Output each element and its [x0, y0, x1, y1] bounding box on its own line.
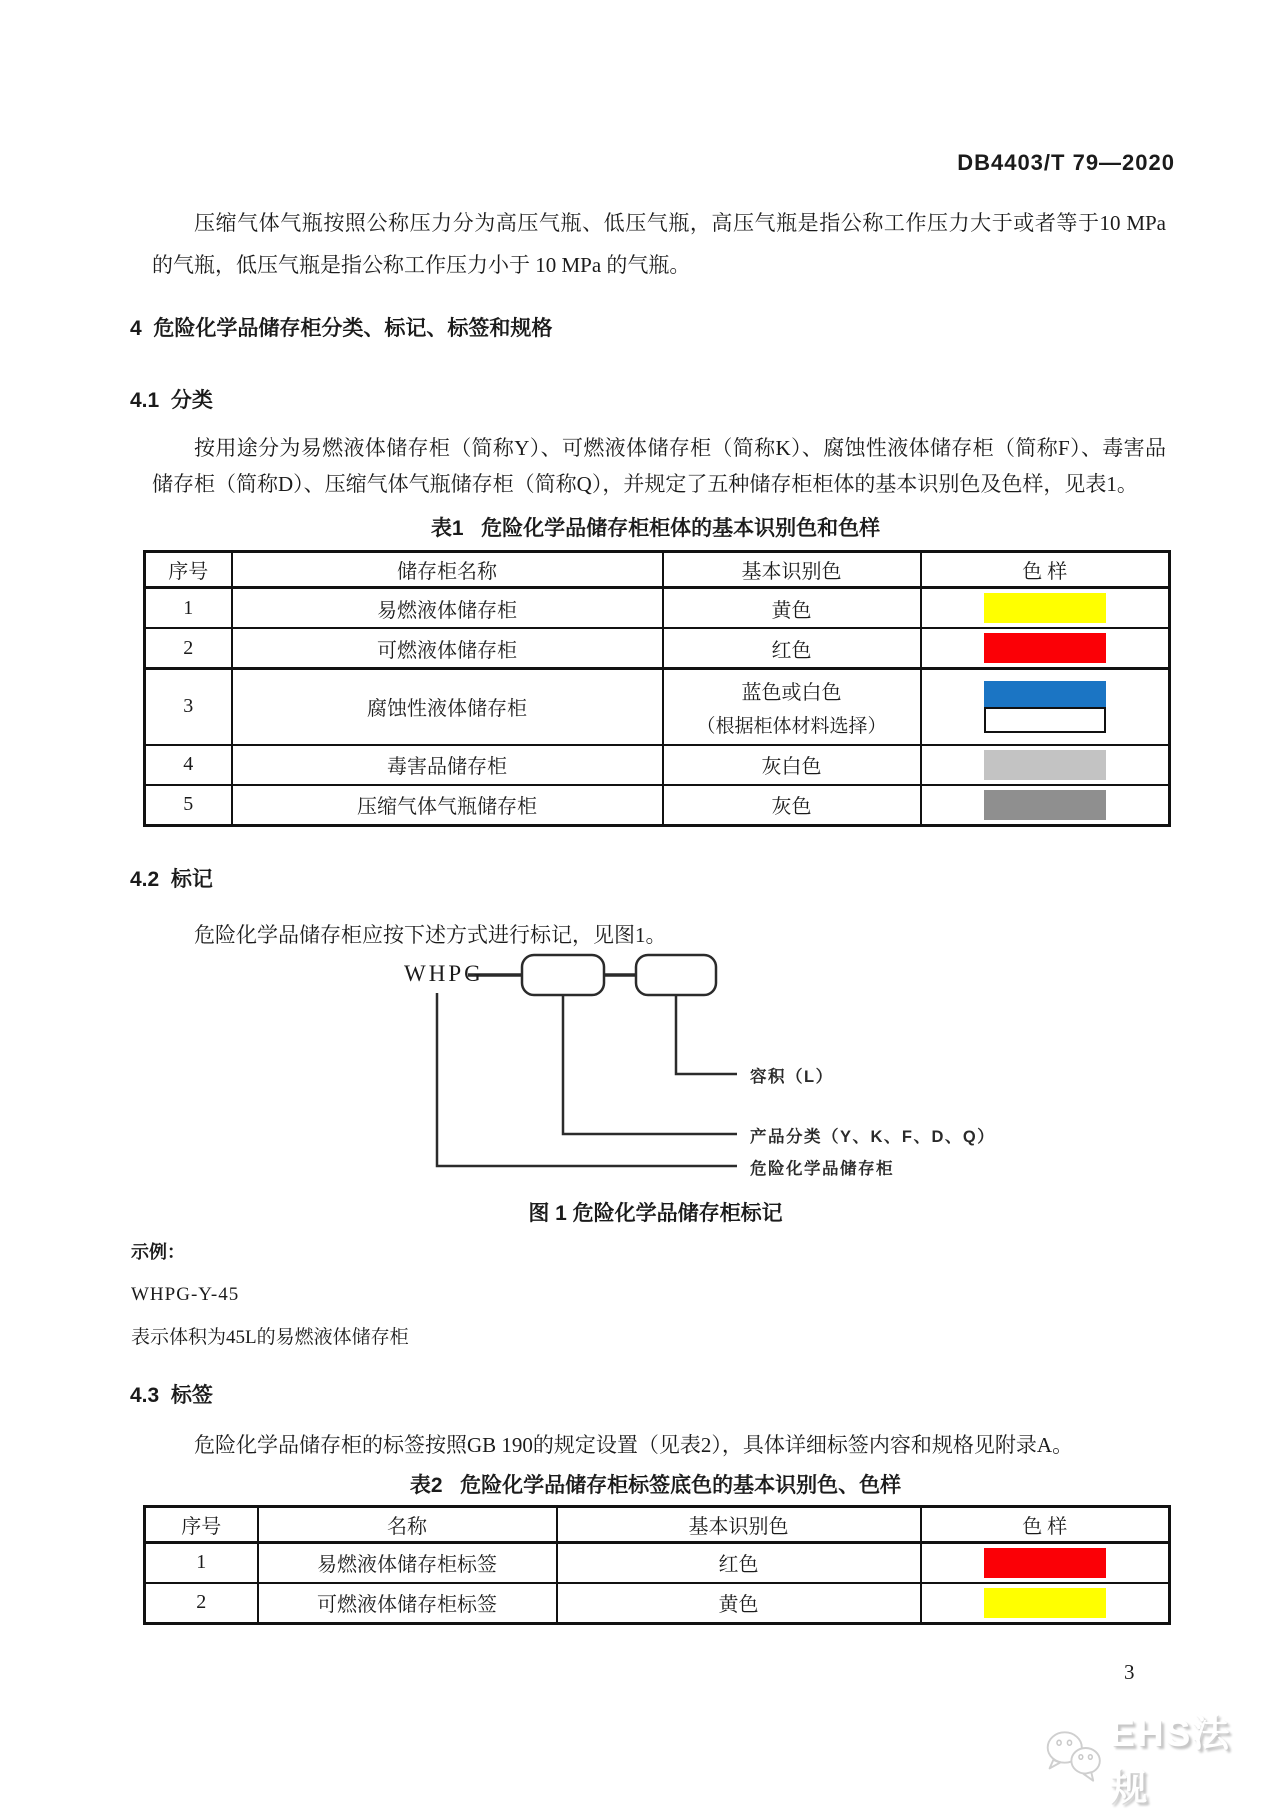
example-block	[131, 1237, 1280, 1353]
intro-paragraph: 压缩气体气瓶按照公称压力分为高压气瓶、低压气瓶，高压气瓶是指公称工作压力大于或者等于10 MPa 的气瓶，低压气瓶是指公称工作压力小于 10 MPa 的气瓶。	[152, 211, 1166, 277]
classification-paragraph: 按用途分为易燃液体储存柜（简称Y）、可燃液体储存柜（简称K）、腐蚀性液体储存柜（简称F）、毒害品储存柜（简称D）、压缩气体气瓶储存柜（简称Q），并规定了五种储存柜柜体的基本识别色及色样，见表1。	[152, 436, 1166, 496]
cabinet-name-cell: 毒害品储存柜	[232, 745, 663, 785]
section-4-3-heading: 4.3 标签	[130, 1383, 213, 1407]
color-name-cell: 灰白色	[663, 745, 921, 785]
volume-label: 容积（L）	[750, 1067, 834, 1086]
table1-header-no: 序号	[145, 552, 232, 588]
brand-watermark	[1042, 1713, 1262, 1808]
cabinet-name-cell: 易燃液体储存柜	[232, 588, 663, 629]
row-no-cell: 2	[145, 1583, 258, 1624]
label-name-cell: 易燃液体储存柜标签	[258, 1542, 557, 1583]
table1-row	[145, 745, 1170, 785]
cabinet-label: 危险化学品储存柜	[750, 1159, 894, 1178]
color-swatch	[984, 681, 1106, 707]
example-label: 示例：	[131, 1241, 185, 1262]
row-no-cell: 1	[145, 1542, 258, 1583]
example-description: 表示体积为45L的易燃液体储存柜	[131, 1326, 409, 1348]
label-paragraph: 危险化学品储存柜的标签按照GB 190的规定设置（见表2），具体详细标签内容和规格见附录A。	[194, 1432, 1074, 1457]
color-swatch	[984, 750, 1106, 780]
color-sample-cell	[921, 745, 1170, 785]
table1-row	[145, 588, 1170, 629]
row-no-cell: 4	[145, 745, 232, 785]
color-note: （根据柜体材料选择）	[696, 715, 887, 737]
table2-header-name: 名称	[258, 1506, 557, 1542]
color-sample-cell	[921, 1583, 1170, 1624]
color-name-cell	[663, 669, 921, 745]
table1-row	[145, 628, 1170, 669]
cabinet-name-cell: 可燃液体储存柜	[232, 628, 663, 669]
color-sample-cell	[921, 785, 1170, 826]
brand-name: EHS法规	[1110, 1713, 1232, 1808]
table1-header-row	[145, 552, 1170, 588]
wechat-icon	[1042, 1725, 1110, 1789]
cabinet-name-cell: 腐蚀性液体储存柜	[232, 669, 663, 745]
color-swatch	[984, 593, 1106, 623]
table2	[143, 1505, 1171, 1625]
color-name-cell: 红色	[557, 1542, 921, 1583]
color-sample-cell	[921, 1542, 1170, 1583]
diagram-connector-lines	[0, 953, 1280, 1185]
color-sample-cell	[921, 628, 1170, 669]
standard-code: DB4403/T 79—2020	[957, 150, 1175, 175]
page-number: 3	[1124, 1660, 1135, 1684]
section-4-2-heading: 4.2 标记	[130, 867, 213, 891]
marking-diagram	[0, 953, 1280, 1185]
color-swatch	[984, 1588, 1106, 1618]
color-name-cell: 黄色	[557, 1583, 921, 1624]
section-4-heading: 4 危险化学品储存柜分类、标记、标签和规格	[130, 317, 553, 340]
table2-caption: 表2 危险化学品储存柜标签底色的基本识别色、色样	[409, 1473, 902, 1497]
table2-header-row	[145, 1506, 1170, 1542]
color-name-cell: 红色	[663, 628, 921, 669]
color-swatch	[984, 790, 1106, 820]
marking-prefix: WHPG	[404, 960, 484, 986]
color-name-cell: 黄色	[663, 588, 921, 629]
row-no-cell: 3	[145, 669, 232, 745]
row-no-cell: 1	[145, 588, 232, 629]
color-swatch	[984, 707, 1106, 733]
label-name-cell: 可燃液体储存柜标签	[258, 1583, 557, 1624]
row-no-cell: 5	[145, 785, 232, 826]
table1-row	[145, 669, 1170, 745]
category-label: 产品分类（Y、K、F、D、Q）	[750, 1127, 996, 1146]
table1-row	[145, 785, 1170, 826]
color-swatch	[984, 633, 1106, 663]
color-sample-cell	[921, 588, 1170, 629]
cabinet-name-cell: 压缩气体气瓶储存柜	[232, 785, 663, 826]
table2-header-no: 序号	[145, 1506, 258, 1542]
table1-header-sample: 色 样	[921, 552, 1170, 588]
marking-paragraph: 危险化学品储存柜应按下述方式进行标记，见图1。	[194, 922, 667, 947]
table1-header-color: 基本识别色	[663, 552, 921, 588]
color-swatch	[984, 1548, 1106, 1578]
marking-box-2	[636, 955, 716, 995]
table1-caption: 表1 危险化学品储存柜柜体的基本识别色和色样	[430, 517, 881, 540]
color-sample-cell	[921, 669, 1170, 745]
section-4-1-heading: 4.1 分类	[130, 389, 213, 412]
row-no-cell: 2	[145, 628, 232, 669]
table2-header-color: 基本识别色	[557, 1506, 921, 1542]
color-name-cell: 灰色	[663, 785, 921, 826]
table2-header-sample: 色 样	[921, 1506, 1170, 1542]
table1-header-name: 储存柜名称	[232, 552, 663, 588]
marking-box-1	[522, 955, 604, 995]
figure1-caption: 图 1 危险化学品储存柜标记	[528, 1201, 783, 1225]
example-code: WHPG-Y-45	[131, 1283, 240, 1305]
table2-row	[145, 1542, 1170, 1583]
table2-row	[145, 1583, 1170, 1624]
table1	[143, 550, 1171, 827]
color-name-text: 蓝色或白色	[741, 681, 842, 704]
